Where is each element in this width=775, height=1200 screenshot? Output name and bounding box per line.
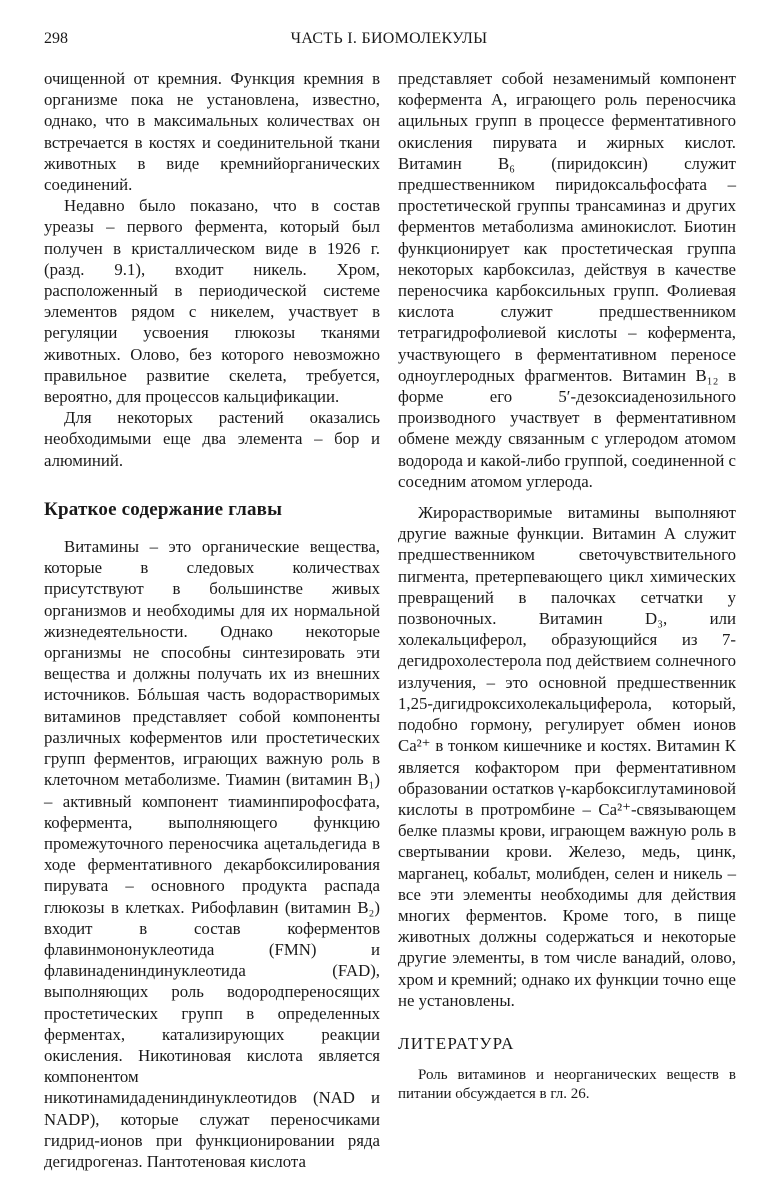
literature-heading: ЛИТЕРАТУРА (398, 1033, 515, 1053)
literature-text: Роль витаминов и неорганических веществ в питании обсуждается в гл. 26. (398, 1067, 736, 1103)
paragraph-nickel-chromium: Недавно было показано, что в состав уреазы – первого фермента, который был получен в кристаллическом виде в 1926 г. (разд. 9.1), входит никель. Хром, расположенный в периодической системе элементов рядом с никелем, участвует в регуляции усвоения глюкозы тканями животных. Олово, без которого невозможно правильное развитие скелета, требуется, вероятно, для процессов кальцификации. (44, 196, 380, 407)
paragraph-boron-aluminum: Для некоторых растений оказались необходимыми еще два элемента – бор и алюминий. (44, 408, 380, 470)
page-number: 298 (44, 30, 68, 47)
page-header (44, 30, 734, 52)
paragraph-fat-soluble-vitamins: Жирорастворимые витамины выполняют другие важные функции. Витамин А служит предшественником светочувствительного пигмента, претерпевающего цикл химических превращений в палочках сетчатки у позвоночных. Витамин D₃, или холекальциферол, образующийся из 7-дегидрохолестерола под действием солнечного излучения, – это основной предшественник 1,25-дигидроксихолекальциферола, который, подобно гормону, регулирует обмен ионов Ca²⁺ в тонком кишечнике и костях. Витамин К является кофактором при ферментативном образовании остатков γ-карбоксиглутаминовой кислоты в протромбине – Ca²⁺-связывающем белке плазмы крови, играющем важную роль в свертывании крови. Железо, медь, цинк, марганец, кобальт, молибден, селен и никель – все эти элементы необходимы для действия многих ферментов. Кроме того, в пище животных должны содержаться и некоторые другие элементы, в том числе ванадий, олово, хром и кремний; однако их функции точно еще не установлены. (398, 503, 736, 1010)
left-column (44, 68, 380, 1172)
paragraph-pantothenic-continued: представляет собой незаменимый компонент кофермента А, играющего роль переносчика ацильных групп в процессе ферментативного окисления пирувата и жирных кислот. Витамин B₆ (пиридоксин) служит предшественником пиридоксальфосфата – простетической группы трансаминаз и других ферментов метаболизма аминокислот. Биотин функционирует как простетическая группа некоторых карбоксилаз, действуя в качестве переносчика карбоксильных групп. Фолиевая кислота служит предшественником тетрагидрофолиевой кислоты – кофермента, участвующего в ферментативном переносе одноуглеродных фрагментов. Витамин B₁₂ в форме его 5′-дезоксиаденозильного производного участвует в ферментативном обмене между связанным с углеродом атомом водорода и какой-либо группой, соединенной с соседним атомом углерода. (398, 69, 736, 491)
section-heading-summary: Краткое содержание главы (44, 498, 283, 520)
right-column (398, 68, 736, 1104)
running-head: ЧАСТЬ I. БИОМОЛЕКУЛЫ (290, 30, 488, 47)
paragraph-silicon: очищенной от кремния. Функция кремния в организме пока не установлена, известно, однако, что в максимальных количествах он встречается в костях и соединительной ткани животных в виде кремнийорганических соединений. (44, 69, 380, 195)
paragraph-vitamins-summary: Витамины – это органические вещества, которые в следовых количествах присутствуют в большинстве живых организмов и необходимы для их нормальной жизнедеятельности. Однако некоторые организмы не способны синтезировать эти вещества и должны получать их из внешних источников. Бóльшая часть водорастворимых витаминов представляет собой компоненты различных коферментов или простетических групп ферментов, играющих важную роль в клеточном метаболизме. Тиамин (витамин B₁) – активный компонент тиаминпирофосфата, кофермента, выполняющего функцию промежуточного переносчика ацетальдегида в ходе ферментативного декарбоксилирования пирувата – основного продукта распада глюкозы в клетках. Рибофлавин (витамин B₂) входит в состав коферментов флавинмононуклеотида (FMN) и флавинадениндинуклеотида (FAD), выполняющих роль водородпереносящих простетических групп в определенных ферментах, катализирующих реакции окисления. Никотиновая кислота является компонентом никотинамидадениндинуклеотидов (NAD и NADP), которые служат переносчиками гидрид-ионов при функционировании ряда дегидрогеназ. Пантотеновая кислота (44, 537, 380, 1171)
